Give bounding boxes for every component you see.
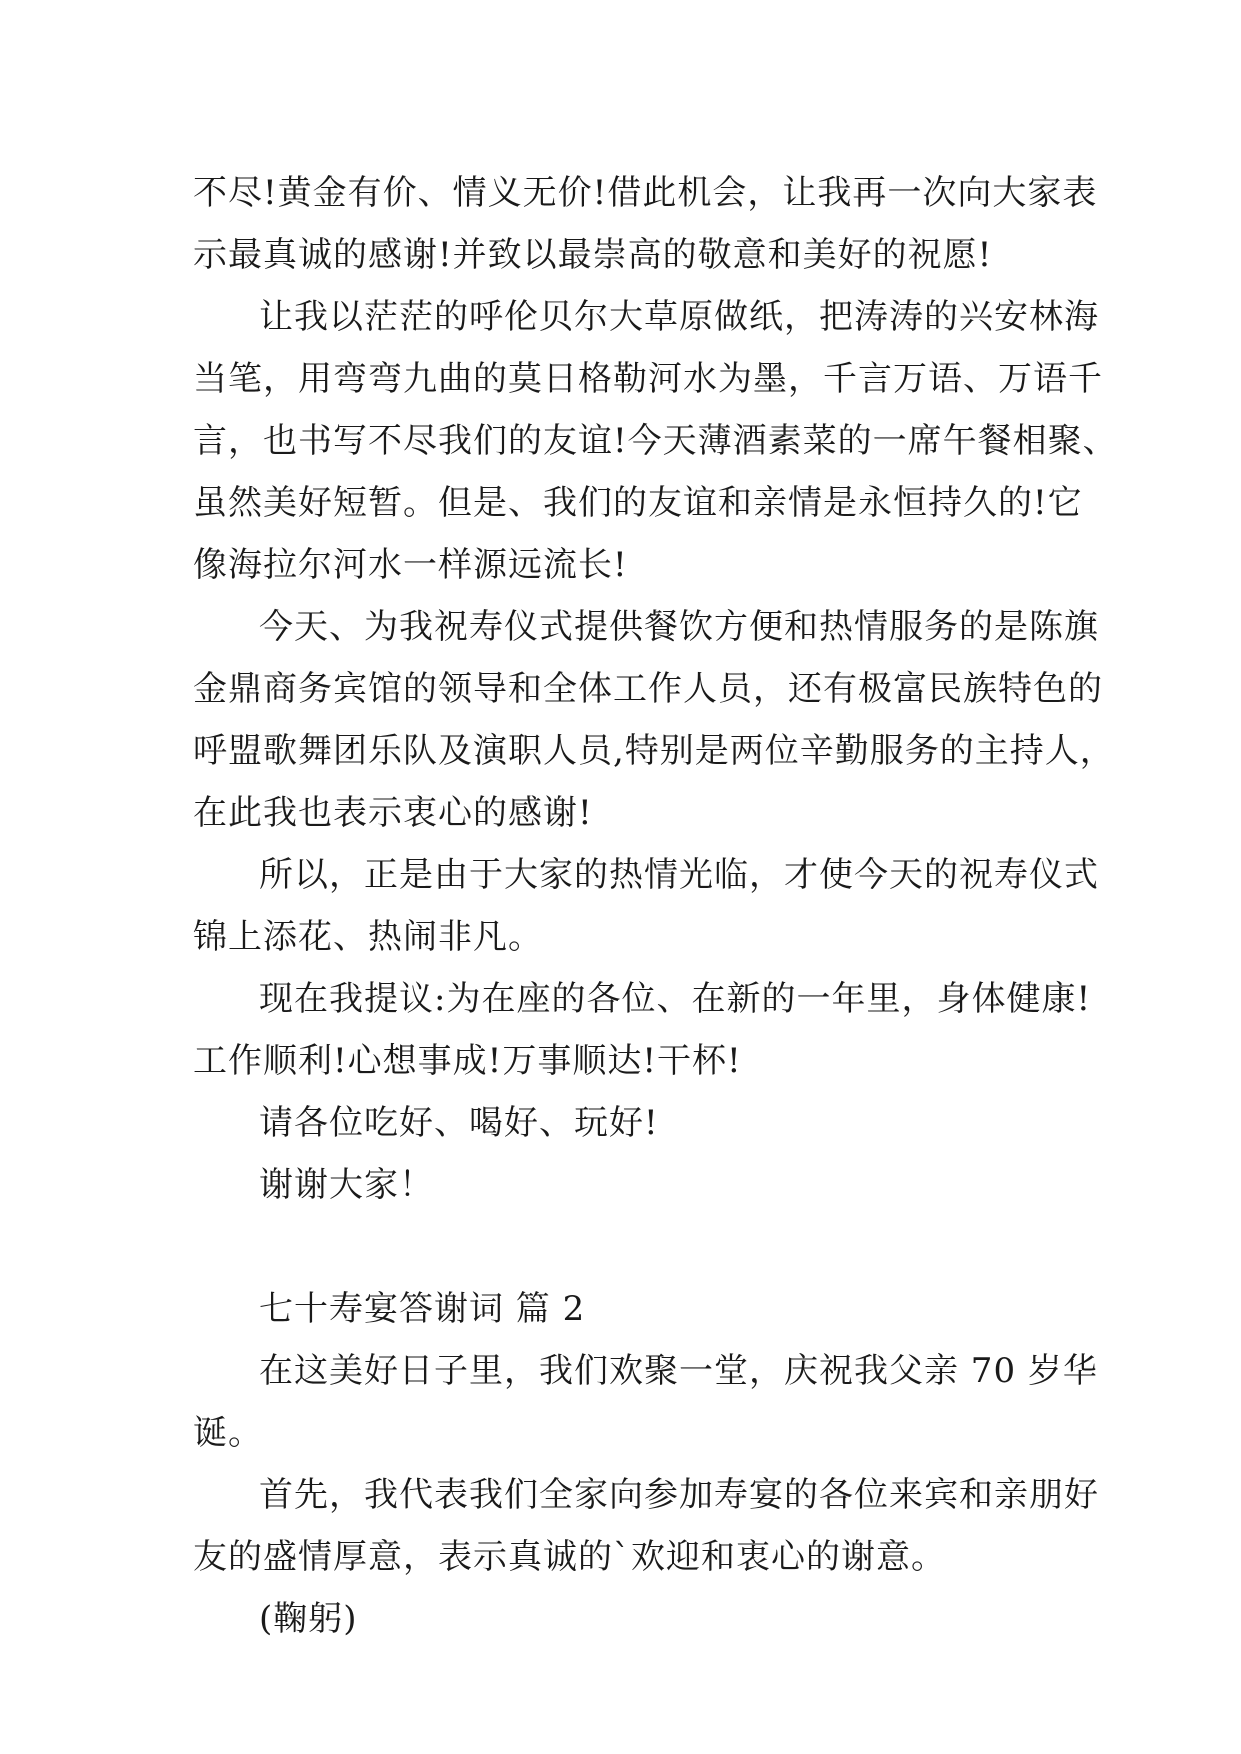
- text-line: 在此我也表示衷心的感谢!: [193, 793, 593, 833]
- text-line: 让我以茫茫的呼伦贝尔大草原做纸，把涛涛的兴安林海: [259, 297, 1099, 337]
- text-line: 今天、为我祝寿仪式提供餐饮方便和热情服务的是陈旗: [259, 607, 1099, 647]
- paragraph-bow: [193, 1588, 1073, 1650]
- text-line: 诞。: [193, 1413, 263, 1453]
- text-line: 当笔，用弯弯九曲的莫日格勒河水为墨，千言万语、万语千: [193, 359, 1103, 399]
- text-line: 在这美好日子里，我们欢聚一堂，庆祝我父亲 70 岁华: [259, 1351, 1098, 1391]
- text-line: 谢谢大家！: [259, 1165, 434, 1205]
- paragraph-thanks-closing: [193, 162, 1098, 286]
- paragraph-guests: [193, 844, 1099, 968]
- text-line: 虽然美好短暂。但是、我们的友谊和亲情是永恒持久的!它: [193, 483, 1083, 523]
- paragraph-toast: [193, 968, 1092, 1092]
- section-spacer: [193, 1216, 1073, 1278]
- text-line: 友的盛情厚意，表示真诚的`欢迎和衷心的谢意。: [193, 1537, 946, 1577]
- text-line: 示最真诚的感谢!并致以最崇高的敬意和美好的祝愿!: [193, 235, 993, 275]
- text-line: 工作顺利!心想事成!万事顺达!干杯!: [193, 1041, 742, 1081]
- paragraph-welcome: [193, 1464, 1099, 1588]
- text-line: 所以，正是由于大家的热情光临，才使今天的祝寿仪式: [259, 855, 1099, 895]
- paragraph-service-thanks: [193, 596, 1115, 844]
- paragraph-thank-you: [193, 1154, 1073, 1216]
- heading-text: 七十寿宴答谢词 篇 2: [259, 1289, 586, 1329]
- text-line: 锦上添花、热闹非凡。: [193, 917, 543, 957]
- paragraph-enjoy: [193, 1092, 1073, 1154]
- text-line: 金鼎商务宾馆的领导和全体工作人员，还有极富民族特色的: [193, 669, 1103, 709]
- document-body: [193, 162, 1118, 1650]
- text-line: 言，也书写不尽我们的友谊!今天薄酒素菜的一席午餐相聚、: [193, 421, 1118, 461]
- text-line: 首先，我代表我们全家向参加寿宴的各位来宾和亲朋好: [259, 1475, 1099, 1515]
- text-line: 不尽!黄金有价、情义无价!借此机会，让我再一次向大家表: [193, 173, 1098, 213]
- text-line: 请各位吃好、喝好、玩好!: [259, 1103, 659, 1143]
- text-line: (鞠躬): [259, 1599, 358, 1639]
- text-line: 现在我提议:为在座的各位、在新的一年里，身体健康!: [259, 979, 1092, 1019]
- paragraph-celebration: [193, 1340, 1098, 1464]
- section-heading: [193, 1278, 1073, 1340]
- text-line: 呼盟歌舞团乐队及演职人员,特别是两位辛勤服务的主持人，: [193, 731, 1115, 771]
- paragraph-friendship: [193, 286, 1118, 596]
- text-line: 像海拉尔河水一样源远流长!: [193, 545, 628, 585]
